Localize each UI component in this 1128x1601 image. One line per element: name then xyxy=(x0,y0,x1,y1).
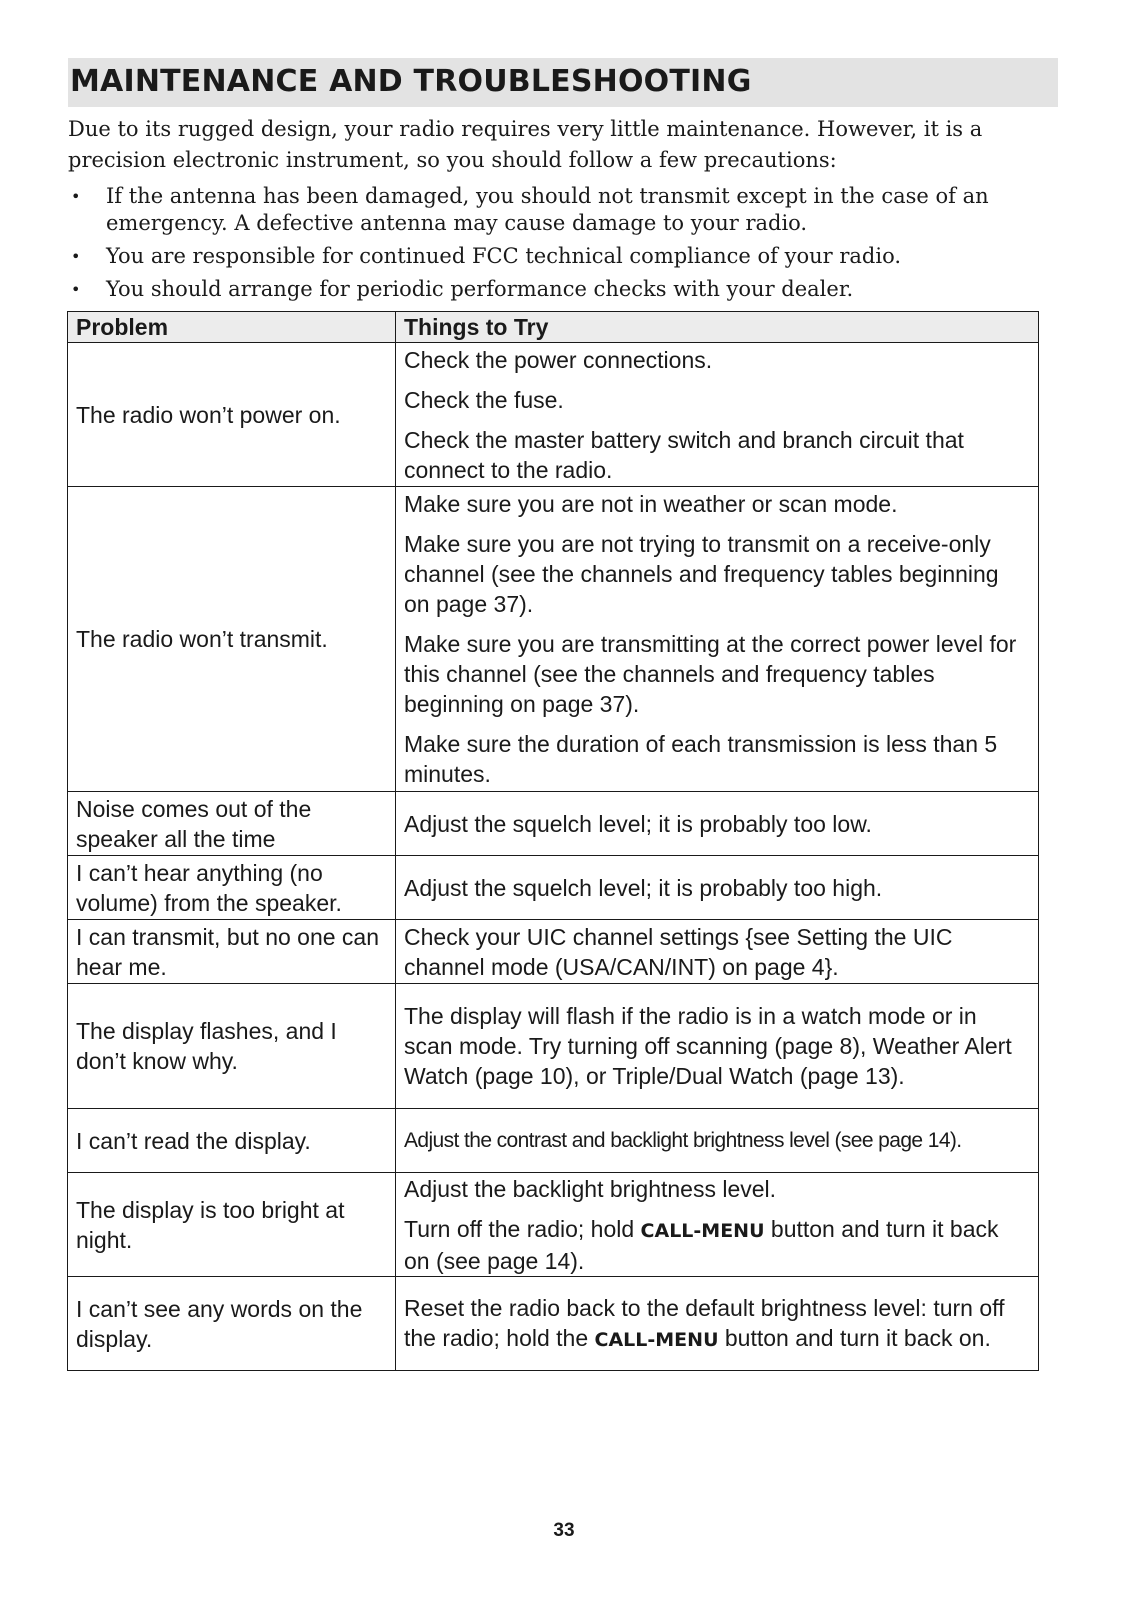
column-header-problem: Problem xyxy=(68,312,396,343)
solution-cell xyxy=(396,487,1039,792)
table-row xyxy=(68,984,1039,1109)
solution-text-before: Turn off the radio; hold xyxy=(404,1215,641,1242)
problem-cell: The display is too bright at night. xyxy=(68,1173,396,1277)
precaution-item: • If the antenna has been damaged, you should not transmit except in the case of an emergency. A defective antenna may cause damage to your radio. xyxy=(68,183,1058,237)
troubleshooting-table xyxy=(67,311,1039,1371)
intro-paragraph: Due to its rugged design, your radio requires very little maintenance. However, it is a precision electronic instrument, so you should follow a few precautions: xyxy=(68,117,983,172)
solution-text: Adjust the backlight brightness level. xyxy=(404,1175,777,1202)
problem-cell: I can’t read the display. xyxy=(68,1109,396,1173)
table-row xyxy=(68,1173,1039,1277)
table-row xyxy=(68,487,1039,792)
solution-text: The display will flash if the radio is in a watch mode or in scan mode. Try turning off scanning (page 8), Weather Alert Watch (page 10), or Triple/Dual Watch (page 13). xyxy=(404,1003,1012,1089)
call-menu-button-name: CALL-MENU xyxy=(594,1328,719,1351)
table-row xyxy=(68,920,1039,984)
table-row xyxy=(68,1109,1039,1173)
table-header-row xyxy=(68,312,1039,343)
table-row xyxy=(68,792,1039,856)
solution-text-after: button and turn it back on. xyxy=(718,1324,991,1351)
page-number: 33 xyxy=(553,1520,575,1541)
problem-cell: The display flashes, and I don’t know why. xyxy=(68,984,396,1109)
table-row xyxy=(68,856,1039,920)
solution-text: Adjust the squelch level; it is probably too high. xyxy=(404,874,883,901)
solution-text: Make sure you are not in weather or scan mode. xyxy=(404,491,898,517)
solution-cell xyxy=(396,792,1039,856)
solution-text: Make sure you are transmitting at the correct power level for this channel (see the channels and frequency tables beginning on page 37). xyxy=(404,631,1017,717)
solution-text: Make sure the duration of each transmission is less than 5 minutes. xyxy=(404,731,998,787)
solution-cell xyxy=(396,1109,1039,1173)
solution-text xyxy=(404,1214,1030,1276)
solution-text: Check the master battery switch and branch circuit that connect to the radio. xyxy=(404,426,964,483)
table-row xyxy=(68,1277,1039,1371)
problem-cell: The radio won’t power on. xyxy=(68,343,396,487)
solution-text-after: button and turn it back on (see page 14). xyxy=(404,1215,999,1274)
solution-text: Adjust the squelch level; it is probably too low. xyxy=(404,810,872,837)
page-title: MAINTENANCE AND TROUBLESHOOTING xyxy=(70,64,752,99)
problem-cell: I can transmit, but no one can hear me. xyxy=(68,920,396,984)
solution-text: Check your UIC channel settings {see Setting the UIC channel mode (USA/CAN/INT) on page 4}. xyxy=(404,923,953,980)
solution-text xyxy=(404,1293,1030,1355)
precaution-item: • You should arrange for periodic performance checks with your dealer. xyxy=(68,276,1058,303)
solution-cell xyxy=(396,920,1039,984)
problem-cell: I can’t see any words on the display. xyxy=(68,1277,396,1371)
table-row xyxy=(68,343,1039,487)
solution-text: Check the power connections. xyxy=(404,346,713,373)
call-menu-button-name: CALL-MENU xyxy=(640,1219,765,1242)
solution-cell xyxy=(396,1173,1039,1277)
solution-cell xyxy=(396,984,1039,1109)
solution-cell xyxy=(396,856,1039,920)
precaution-item: • You are responsible for continued FCC technical compliance of your radio. xyxy=(68,243,1058,270)
section-title-bar xyxy=(68,58,1058,107)
solution-text-before: Reset the radio back to the default brightness level: turn off the radio; hold the xyxy=(404,1294,1005,1351)
problem-cell: Noise comes out of the speaker all the time xyxy=(68,792,396,856)
solution-cell xyxy=(396,1277,1039,1371)
solution-text: Make sure you are not trying to transmit on a receive-only channel (see the channels and frequency tables beginning on page 37). xyxy=(404,531,999,617)
solution-text: Adjust the contrast and backlight brightness level (see page 14). xyxy=(404,1128,962,1152)
solution-cell xyxy=(396,343,1039,487)
problem-cell: The radio won’t transmit. xyxy=(68,487,396,792)
precautions-list xyxy=(68,183,1058,309)
problem-cell: I can’t hear anything (no volume) from the speaker. xyxy=(68,856,396,920)
solution-text: Check the fuse. xyxy=(404,386,564,413)
column-header-things-to-try: Things to Try xyxy=(396,312,1039,343)
